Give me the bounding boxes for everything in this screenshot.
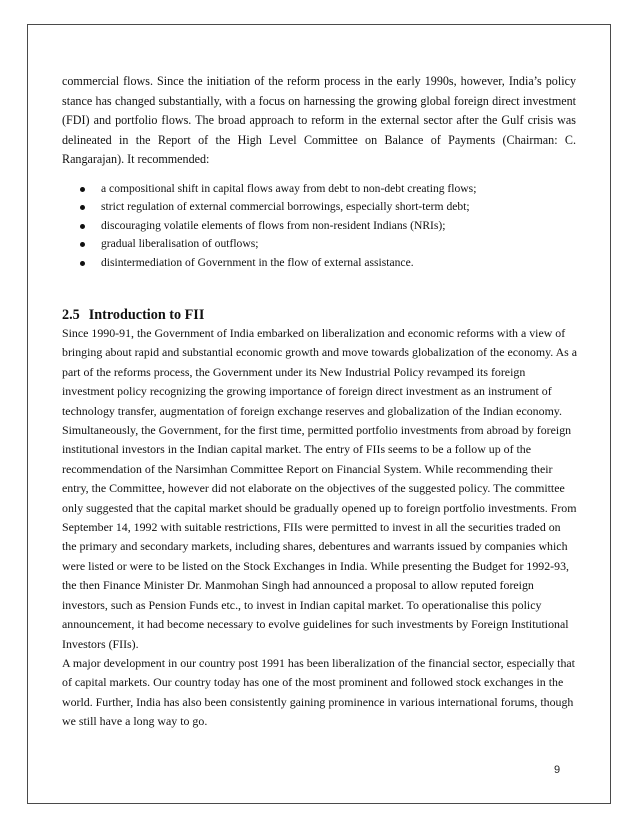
list-item-text: strict regulation of external commercial borrowings, especially short-term debt; bbox=[101, 200, 470, 214]
list-item-text: disintermediation of Government in the flow of external assistance. bbox=[101, 255, 414, 269]
page-body-top bbox=[62, 72, 576, 272]
list-item-text: discouraging volatile elements of flows from non-resident Indians (NRIs); bbox=[101, 218, 446, 232]
section-body bbox=[62, 324, 578, 732]
section-title: Introduction to FII bbox=[88, 307, 205, 323]
list-item bbox=[80, 180, 576, 198]
page-number: 9 bbox=[554, 764, 561, 776]
section-number: 2.5 bbox=[62, 307, 80, 323]
list-item bbox=[80, 217, 576, 235]
list-item bbox=[80, 254, 576, 272]
section-heading bbox=[62, 306, 204, 324]
section-paragraph-1: Since 1990-91, the Government of India embarked on liberalization and economic reforms with a view of bringing about rapid and substantial economic growth and move towards globalization of the economy. As a part of the reforms process, the Government under its New Industrial Policy revamped its foreign investment policy recognizing the growing importance of foreign direct investment as an instrument of technology transfer, augmentation of foreign exchange reserves and globalization of the Indian economy. Simultaneously, the Government, for the first time, permitted portfolio investments from abroad by foreign institutional investors in the Indian capital market. The entry of FIIs seems to be a follow up of the recommendation of the Narsimhan Committee Report on Financial System. While recommending their entry, the Committee, however did not elaborate on the objectives of the suggested policy. The committee only suggested that the capital market should be gradually opened up to foreign portfolio investments. From September 14, 1992 with suitable restrictions, FIIs were permitted to invest in all the securities traded on the primary and secondary markets, including shares, debentures and warrants issued by companies which were listed or were to be listed on the Stock Exchanges in India. While presenting the Budget for 1992-93, the then Finance Minister Dr. Manmohan Singh had announced a proposal to allow reputed foreign investors, such as Pension Funds etc., to invest in Indian capital market. To operationalise this policy announcement, it had become necessary to evolve guidelines for such investments by Foreign Institutional Investors (FIIs). bbox=[62, 326, 578, 651]
list-item-text: gradual liberalisation of outflows; bbox=[101, 237, 259, 251]
intro-paragraph: commercial flows. Since the initiation of the reform process in the early 1990s, however, India’s policy stance has changed substantially, with a focus on harnessing the growing global foreign direct investment (FDI) and portfolio flows. The broad approach to reform in the external sector after the Gulf crisis was delineated in the Report of the High Level Committee on Balance of Payments (Chairman: C. Rangarajan). It recommended: bbox=[62, 74, 576, 167]
list-item bbox=[80, 235, 576, 253]
bullet-icon bbox=[80, 187, 85, 192]
recommendation-list bbox=[62, 180, 576, 272]
bullet-icon bbox=[80, 242, 85, 247]
list-item-text: a compositional shift in capital flows away from debt to non-debt creating flows; bbox=[101, 181, 477, 195]
section-paragraph-2: A major development in our country post 1991 has been liberalization of the financial sector, especially that of capital markets. Our country today has one of the most prominent and followed stock exchanges in the world. Further, India has also been consistently gaining prominence in various international forums, though we still have a long way to go. bbox=[62, 655, 575, 729]
bullet-icon bbox=[80, 224, 85, 229]
bullet-icon bbox=[80, 205, 85, 210]
list-item bbox=[80, 198, 576, 216]
bullet-icon bbox=[80, 261, 85, 266]
